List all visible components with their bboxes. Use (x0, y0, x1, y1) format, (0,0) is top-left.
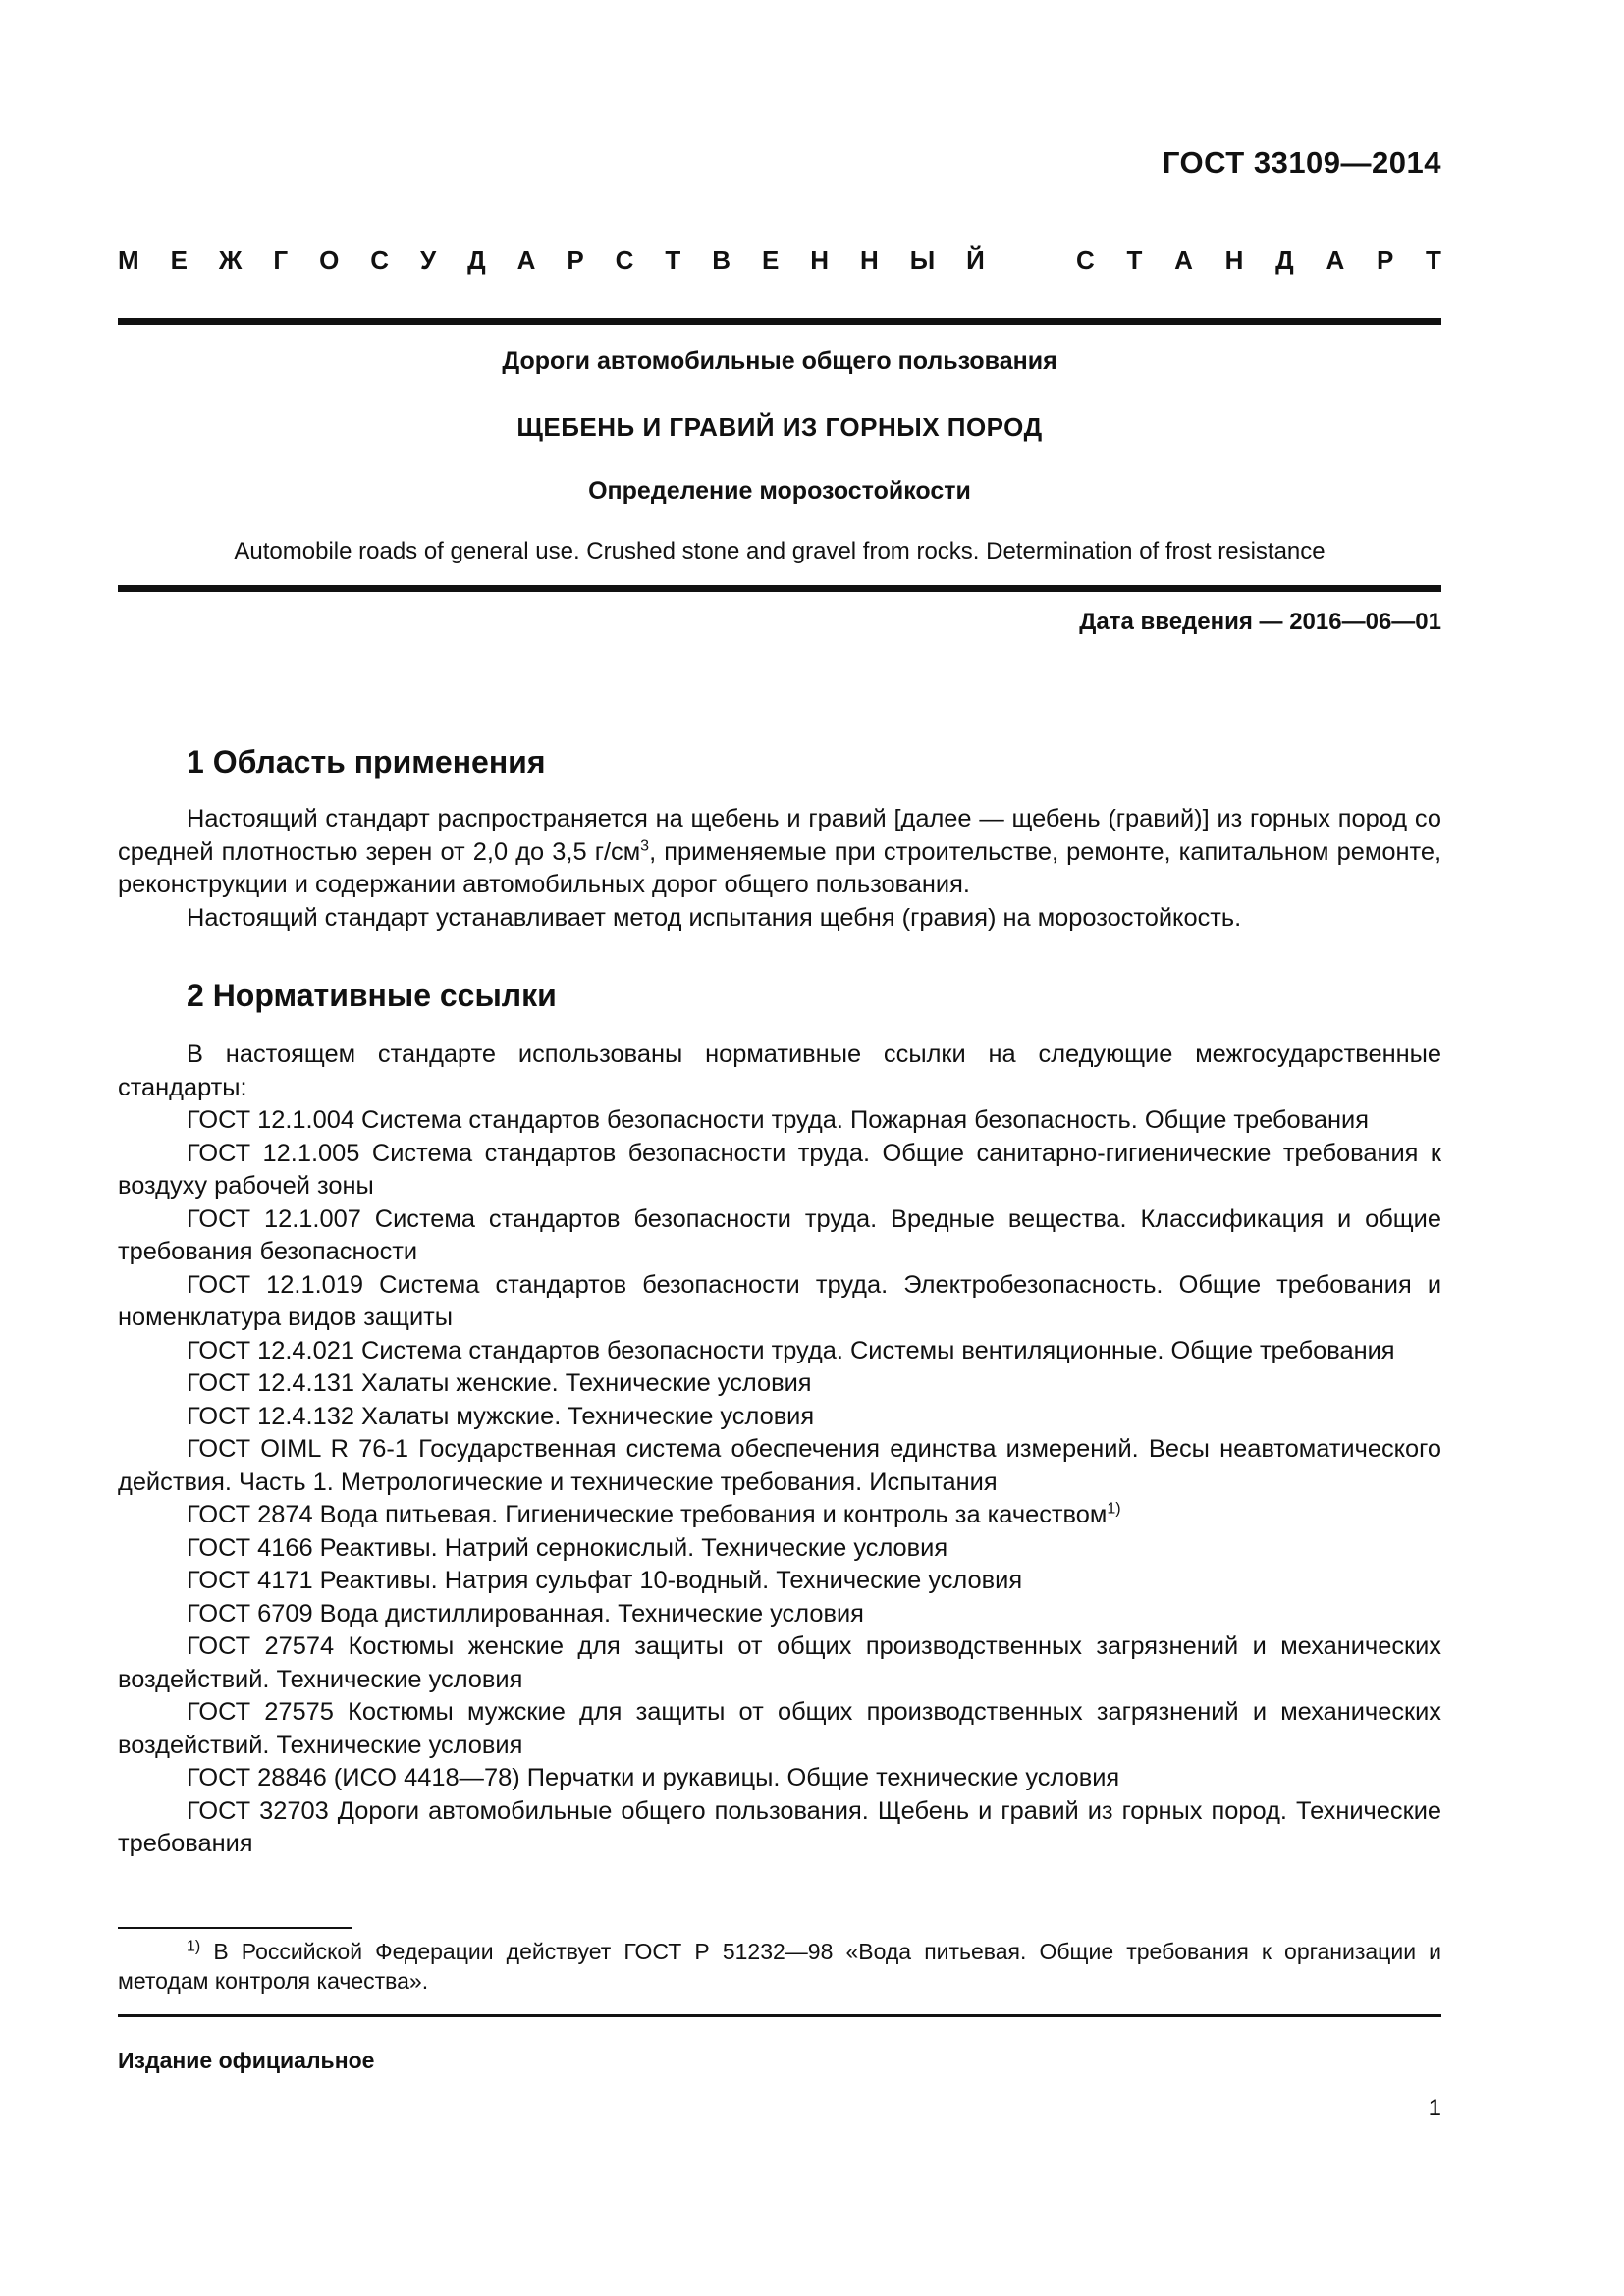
reference-item: ГОСТ 28846 (ИСО 4418—78) Перчатки и рукавицы. Общие технические условия (187, 1764, 1120, 1791)
banner-letter: С (370, 245, 390, 275)
banner-word-interstate (118, 245, 985, 276)
banner-letter: Н (860, 245, 879, 275)
paragraph-text: ГОСТ 2874 Вода питьевая. Гигиенические требования и контроль за качеством (187, 1501, 1108, 1528)
banner-letter: Д (1275, 245, 1294, 275)
paragraph-text: , применяемые при строительстве, ремонте, капитальном ремонте, реконструкции и содержании автомобильных дорог общего пользования. (118, 837, 1441, 898)
footer-rule (118, 2014, 1441, 2017)
banner-letter: Р (1376, 245, 1394, 275)
reference-item: ГОСТ 12.4.132 Халаты мужские. Технические условия (187, 1402, 815, 1430)
footnote-rule (118, 1927, 352, 1929)
section-2-intro: В настоящем стандарте использованы нормативные ссылки на следующие межгосударственные стандарты: (118, 1041, 1441, 1101)
section-2-body (118, 1039, 1441, 1861)
top-rule (118, 318, 1441, 325)
banner-letter: Т (1426, 245, 1441, 275)
banner-letter: Т (1126, 245, 1143, 275)
section-1-paragraph-1 (118, 803, 1441, 902)
banner-letter: А (516, 245, 536, 275)
banner-letter: Т (665, 245, 681, 275)
banner-letter: С (615, 245, 634, 275)
footnote (118, 1937, 1441, 1996)
title-english: Automobile roads of general use. Crushed stone and gravel from rocks. Determination of frost resistance (234, 538, 1326, 564)
banner-letter: Е (170, 245, 188, 275)
reference-item: ГОСТ 12.1.005 Система стандартов безопасности труда. Общие санитарно-гигиенические требования к воздуху рабочей зоны (118, 1139, 1441, 1200)
reference-item: ГОСТ 12.1.007 Система стандартов безопасности труда. Вредные вещества. Классификация и общие требования безопасности (118, 1204, 1441, 1265)
reference-item: ГОСТ 6709 Вода дистиллированная. Технические условия (187, 1599, 864, 1628)
footnote-marker: 1) (187, 1938, 201, 1955)
banner-letter: Ы (909, 245, 936, 275)
section-1-body (118, 803, 1441, 934)
reference-item: ГОСТ 12.1.019 Система стандартов безопасности труда. Электробезопасность. Общие требования и номенклатура видов защиты (118, 1270, 1441, 1331)
reference-item: ГОСТ 12.4.131 Халаты женские. Технические условия (187, 1369, 812, 1397)
section-2-heading: 2 Нормативные ссылки (187, 978, 557, 1013)
banner-letter: Г (273, 245, 289, 275)
edition-label: Издание официальное (118, 2048, 375, 2073)
title-line-3: Определение морозостойкости (588, 477, 971, 505)
page-number: 1 (1428, 2095, 1441, 2121)
footnote-paragraph (118, 1937, 1441, 1996)
title-line-2: ЩЕБЕНЬ И ГРАВИЙ ИЗ ГОРНЫХ ПОРОД (516, 412, 1043, 442)
banner-letter: Н (810, 245, 830, 275)
introduction-date: Дата введения — 2016—06—01 (1079, 609, 1441, 635)
banner-letter: А (1326, 245, 1345, 275)
banner-letter: Й (966, 245, 985, 275)
banner-letter: А (1174, 245, 1193, 275)
standard-number: ГОСТ 33109—2014 (1162, 145, 1441, 180)
banner-letter: Р (567, 245, 584, 275)
reference-item: ГОСТ 27575 Костюмы мужские для защиты от общих производственных загрязнений и механических воздействий. Технические условия (118, 1698, 1441, 1759)
banner-word-standard (1076, 245, 1441, 276)
banner-letter: У (420, 245, 437, 275)
interstate-standard-banner (118, 245, 1441, 276)
reference-item: ГОСТ OIML R 76-1 Государственная система обеспечения единства измерений. Весы неавтоматического действия. Часть 1. Метрологические и технические требования. Испытания (118, 1435, 1441, 1496)
section-1-heading: 1 Область применения (187, 744, 546, 779)
banner-letter: М (118, 245, 139, 275)
section-1-paragraph-2: Настоящий стандарт устанавливает метод испытания щебня (гравия) на морозостойкость. (187, 903, 1242, 932)
title-line-1: Дороги автомобильные общего пользования (502, 347, 1057, 375)
banner-letter: В (712, 245, 731, 275)
banner-letter: Е (761, 245, 780, 275)
reference-item: ГОСТ 12.1.004 Система стандартов безопасности труда. Пожарная безопасность. Общие требования (187, 1106, 1369, 1134)
banner-letter: Ж (218, 245, 243, 275)
banner-letter: О (319, 245, 340, 275)
reference-item: ГОСТ 32703 Дороги автомобильные общего пользования. Щебень и гравий из горных пород. Технические требования (118, 1796, 1441, 1857)
superscript: 3 (640, 837, 650, 855)
banner-letter: Н (1224, 245, 1244, 275)
reference-item: ГОСТ 12.4.021 Система стандартов безопасности труда. Системы вентиляционные. Общие требования (187, 1336, 1395, 1364)
title-bottom-rule (118, 585, 1441, 592)
banner-letter: Д (467, 245, 486, 275)
footnote-text: В Российской Федерации действует ГОСТ Р 51232—98 «Вода питьевая. Общие требования к организации и методам контроля качества». (118, 1939, 1441, 1994)
footnote-ref: 1) (1107, 1500, 1121, 1518)
reference-item: ГОСТ 27574 Костюмы женские для защиты от общих производственных загрязнений и механических воздействий. Технические условия (118, 1632, 1441, 1693)
paragraph-text: Настоящий стандарт распространяется на щебень и гравий [далее — щебень (гравий)] из горных пород со средней плотностью зерен от 2,0 до 3,5 г/см (118, 805, 1441, 866)
banner-letter: С (1076, 245, 1095, 275)
reference-item: ГОСТ 4166 Реактивы. Натрий сернокислый. Технические условия (187, 1533, 948, 1562)
reference-item: ГОСТ 4171 Реактивы. Натрия сульфат 10-водный. Технические условия (187, 1567, 1023, 1594)
reference-item-2874 (118, 1499, 1441, 1532)
